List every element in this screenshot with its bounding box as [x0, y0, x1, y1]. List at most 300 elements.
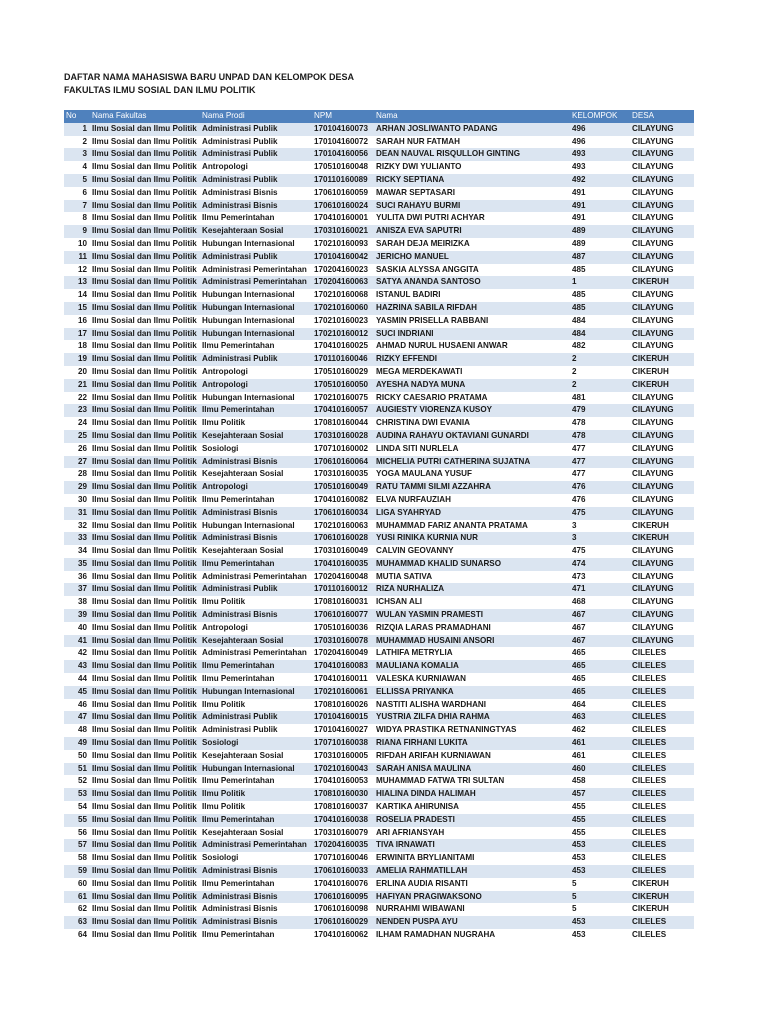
cell-prodi: Ilmu Pemerintahan: [200, 660, 312, 673]
cell-prodi: Administrasi Publik: [200, 724, 312, 737]
cell-prodi: Hubungan Internasional: [200, 328, 312, 341]
cell-no: 26: [64, 443, 90, 456]
cell-desa: CILAYUNG: [630, 225, 694, 238]
cell-fakultas: Ilmu Sosial dan Ilmu Politik: [90, 379, 200, 392]
cell-no: 25: [64, 430, 90, 443]
cell-fakultas: Ilmu Sosial dan Ilmu Politik: [90, 456, 200, 469]
cell-nama: TIVA IRNAWATI: [374, 839, 570, 852]
cell-fakultas: Ilmu Sosial dan Ilmu Politik: [90, 136, 200, 149]
cell-kelompok: 487: [570, 251, 630, 264]
cell-no: 54: [64, 801, 90, 814]
cell-kelompok: 465: [570, 686, 630, 699]
cell-npm: 170610160033: [312, 865, 374, 878]
cell-no: 14: [64, 289, 90, 302]
cell-nama: RATU TAMMI SILMI AZZAHRA: [374, 481, 570, 494]
cell-nama: RIFDAH ARIFAH KURNIAWAN: [374, 750, 570, 763]
cell-no: 43: [64, 660, 90, 673]
table-row: [64, 635, 694, 648]
table-row: [64, 481, 694, 494]
cell-nama: SARAH ANISA MAULINA: [374, 763, 570, 776]
table-row: [64, 583, 694, 596]
cell-npm: 170810160031: [312, 596, 374, 609]
cell-fakultas: Ilmu Sosial dan Ilmu Politik: [90, 417, 200, 430]
cell-prodi: Administrasi Pemerintahan: [200, 264, 312, 277]
cell-desa: CILELES: [630, 686, 694, 699]
cell-prodi: Ilmu Politik: [200, 596, 312, 609]
cell-kelompok: 463: [570, 711, 630, 724]
cell-desa: CILAYUNG: [630, 635, 694, 648]
document-title-block: [64, 71, 354, 97]
cell-kelompok: 468: [570, 596, 630, 609]
cell-prodi: Ilmu Pemerintahan: [200, 775, 312, 788]
cell-nama: DEAN NAUVAL RISQULLOH GINTING: [374, 148, 570, 161]
cell-npm: 170410160011: [312, 673, 374, 686]
cell-no: 58: [64, 852, 90, 865]
cell-kelompok: 1: [570, 276, 630, 289]
cell-npm: 170204160035: [312, 839, 374, 852]
cell-prodi: Ilmu Politik: [200, 417, 312, 430]
cell-no: 32: [64, 520, 90, 533]
table-row: [64, 673, 694, 686]
cell-prodi: Hubungan Internasional: [200, 302, 312, 315]
cell-kelompok: 471: [570, 583, 630, 596]
cell-nama: MUHAMMAD FARIZ ANANTA PRATAMA: [374, 520, 570, 533]
cell-nama: LINDA SITI NURLELA: [374, 443, 570, 456]
cell-nama: ARI AFRIANSYAH: [374, 827, 570, 840]
table-row: [64, 699, 694, 712]
cell-npm: 170110160046: [312, 353, 374, 366]
cell-fakultas: Ilmu Sosial dan Ilmu Politik: [90, 583, 200, 596]
cell-desa: CILAYUNG: [630, 468, 694, 481]
cell-desa: CILELES: [630, 929, 694, 942]
cell-no: 30: [64, 494, 90, 507]
cell-npm: 170410160076: [312, 878, 374, 891]
cell-kelompok: 474: [570, 558, 630, 571]
cell-desa: CILAYUNG: [630, 315, 694, 328]
cell-nama: VALESKA KURNIAWAN: [374, 673, 570, 686]
cell-no: 23: [64, 404, 90, 417]
cell-nama: HIALINA DINDA HALIMAH: [374, 788, 570, 801]
cell-kelompok: 453: [570, 839, 630, 852]
cell-fakultas: Ilmu Sosial dan Ilmu Politik: [90, 878, 200, 891]
table-row: [64, 264, 694, 277]
header-npm: NPM: [312, 110, 374, 123]
cell-nama: YOGA MAULANA YUSUF: [374, 468, 570, 481]
cell-desa: CILELES: [630, 839, 694, 852]
cell-nama: MUTIA SATIVA: [374, 571, 570, 584]
table-row: [64, 839, 694, 852]
table-row: [64, 340, 694, 353]
cell-npm: 170204160063: [312, 276, 374, 289]
table-row: [64, 225, 694, 238]
cell-no: 11: [64, 251, 90, 264]
cell-nama: CHRISTINA DWI EVANIA: [374, 417, 570, 430]
table-row: [64, 148, 694, 161]
table-row: [64, 711, 694, 724]
cell-kelompok: 465: [570, 660, 630, 673]
table-row: [64, 891, 694, 904]
cell-nama: RIZKY EFFENDI: [374, 353, 570, 366]
cell-no: 50: [64, 750, 90, 763]
cell-npm: 170204160048: [312, 571, 374, 584]
cell-npm: 170104160027: [312, 724, 374, 737]
cell-kelompok: 482: [570, 340, 630, 353]
cell-npm: 170210160093: [312, 238, 374, 251]
cell-fakultas: Ilmu Sosial dan Ilmu Politik: [90, 737, 200, 750]
cell-desa: CIKERUH: [630, 878, 694, 891]
cell-no: 48: [64, 724, 90, 737]
cell-prodi: Antropologi: [200, 379, 312, 392]
cell-npm: 170610160028: [312, 532, 374, 545]
cell-no: 17: [64, 328, 90, 341]
cell-nama: SATYA ANANDA SANTOSO: [374, 276, 570, 289]
table-row: [64, 136, 694, 149]
cell-fakultas: Ilmu Sosial dan Ilmu Politik: [90, 852, 200, 865]
cell-fakultas: Ilmu Sosial dan Ilmu Politik: [90, 315, 200, 328]
cell-desa: CILAYUNG: [630, 289, 694, 302]
cell-no: 62: [64, 903, 90, 916]
cell-desa: CILELES: [630, 660, 694, 673]
cell-npm: 170310160035: [312, 468, 374, 481]
cell-desa: CILELES: [630, 750, 694, 763]
cell-prodi: Kesejahteraan Sosial: [200, 430, 312, 443]
table-row: [64, 827, 694, 840]
cell-desa: CILAYUNG: [630, 123, 694, 136]
cell-fakultas: Ilmu Sosial dan Ilmu Politik: [90, 148, 200, 161]
cell-kelompok: 2: [570, 379, 630, 392]
cell-nama: MAWAR SEPTASARI: [374, 187, 570, 200]
table-row: [64, 417, 694, 430]
cell-kelompok: 457: [570, 788, 630, 801]
cell-no: 22: [64, 392, 90, 405]
cell-npm: 170710160038: [312, 737, 374, 750]
cell-desa: CILAYUNG: [630, 609, 694, 622]
cell-nama: AYESHA NADYA MUNA: [374, 379, 570, 392]
cell-prodi: Sosiologi: [200, 443, 312, 456]
cell-kelompok: 489: [570, 238, 630, 251]
cell-nama: NENDEN PUSPA AYU: [374, 916, 570, 929]
cell-no: 63: [64, 916, 90, 929]
cell-prodi: Ilmu Pemerintahan: [200, 558, 312, 571]
cell-npm: 170310160005: [312, 750, 374, 763]
cell-desa: CIKERUH: [630, 891, 694, 904]
cell-desa: CILAYUNG: [630, 456, 694, 469]
cell-fakultas: Ilmu Sosial dan Ilmu Politik: [90, 916, 200, 929]
cell-desa: CILELES: [630, 814, 694, 827]
cell-kelompok: 476: [570, 494, 630, 507]
cell-no: 31: [64, 507, 90, 520]
cell-no: 12: [64, 264, 90, 277]
table-row: [64, 238, 694, 251]
cell-fakultas: Ilmu Sosial dan Ilmu Politik: [90, 276, 200, 289]
cell-no: 29: [64, 481, 90, 494]
cell-prodi: Administrasi Publik: [200, 353, 312, 366]
cell-prodi: Antropologi: [200, 481, 312, 494]
cell-fakultas: Ilmu Sosial dan Ilmu Politik: [90, 750, 200, 763]
cell-npm: 170104160072: [312, 136, 374, 149]
cell-npm: 170410160057: [312, 404, 374, 417]
cell-desa: CIKERUH: [630, 366, 694, 379]
cell-no: 41: [64, 635, 90, 648]
cell-nama: AHMAD NURUL HUSAENI ANWAR: [374, 340, 570, 353]
cell-kelompok: 458: [570, 775, 630, 788]
cell-nama: SUCI INDRIANI: [374, 328, 570, 341]
table-row: [64, 328, 694, 341]
cell-desa: CILELES: [630, 865, 694, 878]
cell-fakultas: Ilmu Sosial dan Ilmu Politik: [90, 251, 200, 264]
cell-nama: ERLINA AUDIA RISANTI: [374, 878, 570, 891]
cell-npm: 170104160073: [312, 123, 374, 136]
table-row: [64, 878, 694, 891]
cell-desa: CILELES: [630, 737, 694, 750]
cell-no: 40: [64, 622, 90, 635]
cell-nama: ARHAN JOSLIWANTO PADANG: [374, 123, 570, 136]
cell-npm: 170410160035: [312, 558, 374, 571]
cell-kelompok: 476: [570, 481, 630, 494]
cell-fakultas: Ilmu Sosial dan Ilmu Politik: [90, 814, 200, 827]
table-row: [64, 775, 694, 788]
cell-npm: 170310160049: [312, 545, 374, 558]
table-row: [64, 737, 694, 750]
cell-desa: CILAYUNG: [630, 417, 694, 430]
cell-npm: 170510160050: [312, 379, 374, 392]
table-row: [64, 430, 694, 443]
cell-desa: CILELES: [630, 724, 694, 737]
cell-no: 36: [64, 571, 90, 584]
table-row: [64, 302, 694, 315]
cell-fakultas: Ilmu Sosial dan Ilmu Politik: [90, 903, 200, 916]
cell-desa: CILAYUNG: [630, 302, 694, 315]
cell-nama: NURRAHMI WIBAWANI: [374, 903, 570, 916]
cell-desa: CILAYUNG: [630, 212, 694, 225]
table-row: [64, 763, 694, 776]
cell-no: 57: [64, 839, 90, 852]
cell-no: 2: [64, 136, 90, 149]
cell-fakultas: Ilmu Sosial dan Ilmu Politik: [90, 443, 200, 456]
cell-kelompok: 477: [570, 456, 630, 469]
cell-npm: 170210160063: [312, 520, 374, 533]
cell-fakultas: Ilmu Sosial dan Ilmu Politik: [90, 839, 200, 852]
student-table: [64, 110, 694, 942]
cell-fakultas: Ilmu Sosial dan Ilmu Politik: [90, 187, 200, 200]
cell-prodi: Hubungan Internasional: [200, 289, 312, 302]
cell-prodi: Hubungan Internasional: [200, 686, 312, 699]
cell-fakultas: Ilmu Sosial dan Ilmu Politik: [90, 801, 200, 814]
cell-prodi: Administrasi Bisnis: [200, 865, 312, 878]
cell-nama: ROSELIA PRADESTI: [374, 814, 570, 827]
cell-prodi: Administrasi Publik: [200, 251, 312, 264]
cell-nama: YUSTRIA ZILFA DHIA RAHMA: [374, 711, 570, 724]
cell-kelompok: 3: [570, 520, 630, 533]
cell-fakultas: Ilmu Sosial dan Ilmu Politik: [90, 481, 200, 494]
cell-no: 1: [64, 123, 90, 136]
cell-npm: 170610160029: [312, 916, 374, 929]
cell-npm: 170410160025: [312, 340, 374, 353]
cell-no: 44: [64, 673, 90, 686]
cell-desa: CIKERUH: [630, 532, 694, 545]
cell-npm: 170810160030: [312, 788, 374, 801]
cell-nama: RIANA FIRHANI LUKITA: [374, 737, 570, 750]
table-row: [64, 200, 694, 213]
cell-no: 38: [64, 596, 90, 609]
table-row: [64, 404, 694, 417]
cell-no: 33: [64, 532, 90, 545]
cell-kelompok: 493: [570, 148, 630, 161]
cell-fakultas: Ilmu Sosial dan Ilmu Politik: [90, 507, 200, 520]
table-row: [64, 916, 694, 929]
table-header: [64, 110, 694, 123]
table-row: [64, 558, 694, 571]
cell-npm: 170610160059: [312, 187, 374, 200]
table-row: [64, 443, 694, 456]
cell-npm: 170410160038: [312, 814, 374, 827]
cell-prodi: Sosiologi: [200, 737, 312, 750]
cell-prodi: Administrasi Bisnis: [200, 187, 312, 200]
cell-no: 37: [64, 583, 90, 596]
header-row: [64, 110, 694, 123]
cell-nama: MICHELIA PUTRI CATHERINA SUJATNA: [374, 456, 570, 469]
table-row: [64, 315, 694, 328]
cell-kelompok: 453: [570, 929, 630, 942]
table-row: [64, 289, 694, 302]
header-desa: DESA: [630, 110, 694, 123]
cell-npm: 170610160034: [312, 507, 374, 520]
cell-nama: JERICHO MANUEL: [374, 251, 570, 264]
cell-kelompok: 484: [570, 315, 630, 328]
cell-desa: CILAYUNG: [630, 200, 694, 213]
cell-kelompok: 478: [570, 430, 630, 443]
cell-no: 16: [64, 315, 90, 328]
table-row: [64, 788, 694, 801]
cell-prodi: Ilmu Pemerintahan: [200, 340, 312, 353]
cell-no: 49: [64, 737, 90, 750]
cell-prodi: Ilmu Pemerintahan: [200, 212, 312, 225]
cell-desa: CILAYUNG: [630, 596, 694, 609]
cell-nama: AUGIESTY VIORENZA KUSOY: [374, 404, 570, 417]
cell-desa: CILAYUNG: [630, 264, 694, 277]
cell-no: 20: [64, 366, 90, 379]
cell-desa: CILAYUNG: [630, 622, 694, 635]
cell-prodi: Hubungan Internasional: [200, 763, 312, 776]
cell-prodi: Antropologi: [200, 161, 312, 174]
table-row: [64, 123, 694, 136]
cell-fakultas: Ilmu Sosial dan Ilmu Politik: [90, 123, 200, 136]
cell-no: 35: [64, 558, 90, 571]
cell-nama: ANISZA EVA SAPUTRI: [374, 225, 570, 238]
table-row: [64, 801, 694, 814]
cell-fakultas: Ilmu Sosial dan Ilmu Politik: [90, 366, 200, 379]
cell-nama: HAZRINA SABILA RIFDAH: [374, 302, 570, 315]
cell-kelompok: 485: [570, 264, 630, 277]
table-row: [64, 750, 694, 763]
cell-prodi: Kesejahteraan Sosial: [200, 468, 312, 481]
cell-fakultas: Ilmu Sosial dan Ilmu Politik: [90, 891, 200, 904]
table-row: [64, 686, 694, 699]
cell-desa: CILAYUNG: [630, 583, 694, 596]
table-row: [64, 545, 694, 558]
cell-no: 55: [64, 814, 90, 827]
cell-npm: 170510160049: [312, 481, 374, 494]
cell-fakultas: Ilmu Sosial dan Ilmu Politik: [90, 225, 200, 238]
table-row: [64, 468, 694, 481]
cell-fakultas: Ilmu Sosial dan Ilmu Politik: [90, 264, 200, 277]
cell-prodi: Administrasi Publik: [200, 148, 312, 161]
cell-desa: CILELES: [630, 699, 694, 712]
cell-kelompok: 467: [570, 635, 630, 648]
cell-kelompok: 461: [570, 737, 630, 750]
cell-prodi: Ilmu Pemerintahan: [200, 929, 312, 942]
cell-prodi: Administrasi Bisnis: [200, 507, 312, 520]
cell-fakultas: Ilmu Sosial dan Ilmu Politik: [90, 161, 200, 174]
cell-nama: ICHSAN ALI: [374, 596, 570, 609]
cell-no: 9: [64, 225, 90, 238]
cell-no: 24: [64, 417, 90, 430]
cell-desa: CIKERUH: [630, 276, 694, 289]
cell-prodi: Ilmu Politik: [200, 801, 312, 814]
cell-kelompok: 2: [570, 353, 630, 366]
cell-kelompok: 473: [570, 571, 630, 584]
cell-kelompok: 491: [570, 200, 630, 213]
table-row: [64, 507, 694, 520]
cell-no: 28: [64, 468, 90, 481]
cell-nama: YASMIN PRISELLA RABBANI: [374, 315, 570, 328]
cell-npm: 170310160021: [312, 225, 374, 238]
cell-nama: WULAN YASMIN PRAMESTI: [374, 609, 570, 622]
cell-kelompok: 485: [570, 302, 630, 315]
cell-kelompok: 496: [570, 123, 630, 136]
table-row: [64, 174, 694, 187]
cell-prodi: Administrasi Pemerintahan: [200, 571, 312, 584]
cell-prodi: Administrasi Pemerintahan: [200, 839, 312, 852]
cell-nama: LATHIFA METRYLIA: [374, 647, 570, 660]
cell-fakultas: Ilmu Sosial dan Ilmu Politik: [90, 212, 200, 225]
cell-nama: WIDYA PRASTIKA RETNANINGTYAS: [374, 724, 570, 737]
cell-fakultas: Ilmu Sosial dan Ilmu Politik: [90, 328, 200, 341]
table-row: [64, 456, 694, 469]
cell-prodi: Ilmu Politik: [200, 788, 312, 801]
cell-nama: ILHAM RAMADHAN NUGRAHA: [374, 929, 570, 942]
cell-no: 60: [64, 878, 90, 891]
table-row: [64, 379, 694, 392]
cell-no: 34: [64, 545, 90, 558]
cell-prodi: Administrasi Bisnis: [200, 891, 312, 904]
cell-npm: 170410160062: [312, 929, 374, 942]
cell-nama: HAFIYAN PRAGIWAKSONO: [374, 891, 570, 904]
cell-desa: CILAYUNG: [630, 238, 694, 251]
cell-nama: RIZA NURHALIZA: [374, 583, 570, 596]
cell-no: 6: [64, 187, 90, 200]
cell-fakultas: Ilmu Sosial dan Ilmu Politik: [90, 238, 200, 251]
cell-desa: CILELES: [630, 673, 694, 686]
cell-fakultas: Ilmu Sosial dan Ilmu Politik: [90, 353, 200, 366]
cell-fakultas: Ilmu Sosial dan Ilmu Politik: [90, 571, 200, 584]
cell-fakultas: Ilmu Sosial dan Ilmu Politik: [90, 596, 200, 609]
table-row: [64, 865, 694, 878]
cell-nama: CALVIN GEOVANNY: [374, 545, 570, 558]
cell-npm: 170204160023: [312, 264, 374, 277]
cell-kelompok: 475: [570, 507, 630, 520]
cell-kelompok: 462: [570, 724, 630, 737]
cell-prodi: Administrasi Pemerintahan: [200, 276, 312, 289]
table-row: [64, 366, 694, 379]
cell-no: 56: [64, 827, 90, 840]
cell-kelompok: 485: [570, 289, 630, 302]
cell-no: 3: [64, 148, 90, 161]
table-row: [64, 161, 694, 174]
table-row: [64, 571, 694, 584]
cell-npm: 170310160078: [312, 635, 374, 648]
cell-no: 19: [64, 353, 90, 366]
